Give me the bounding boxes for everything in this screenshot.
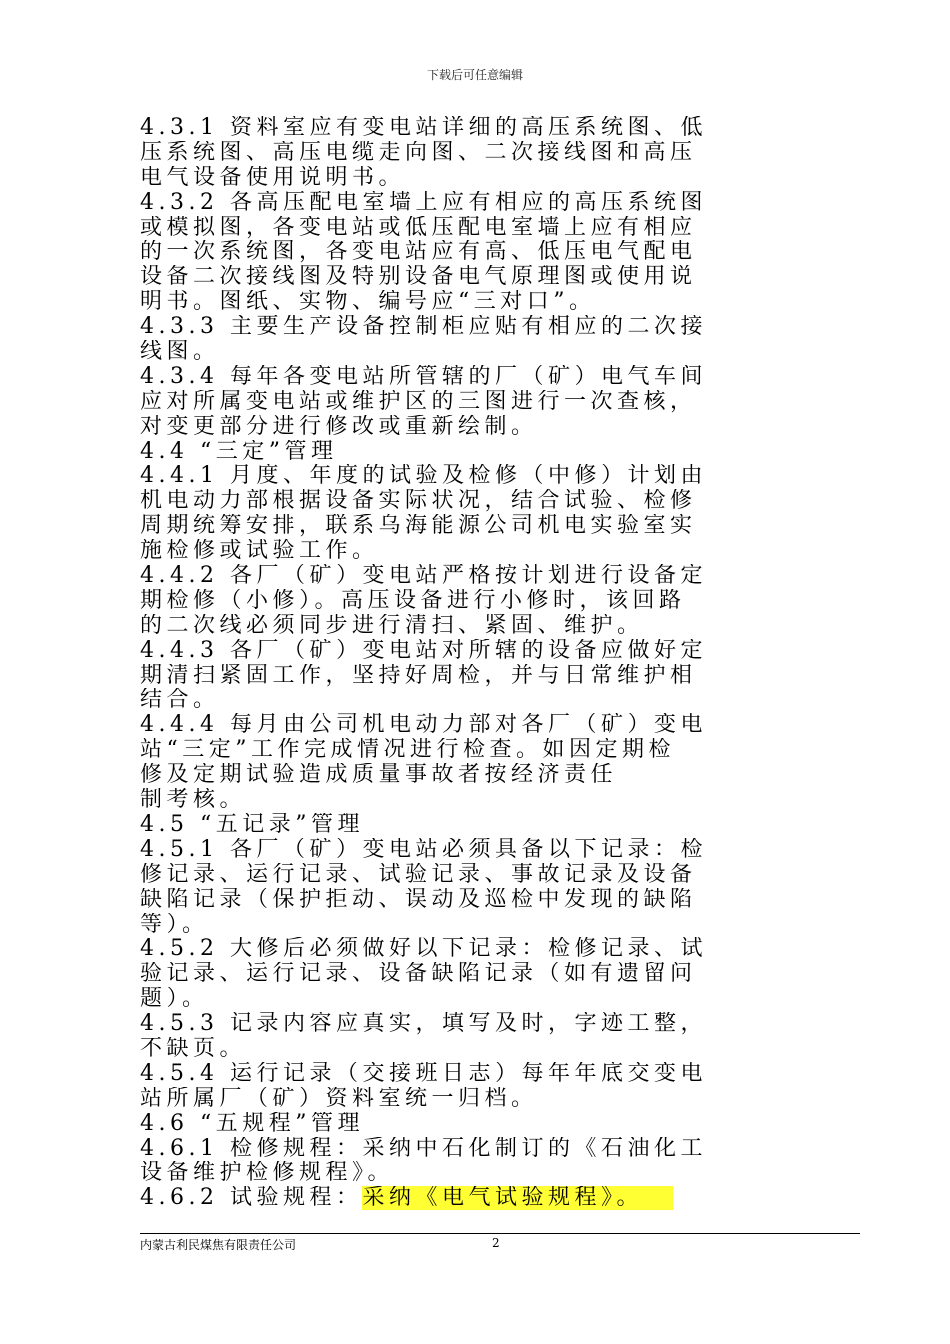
text-line: 电气设备使用说明书。 xyxy=(140,165,406,190)
text-line: 线图。 xyxy=(140,340,220,365)
text-line: 应对所属变电站或维护区的三图进行一次查核， xyxy=(140,389,697,414)
text-line: 设备二次接线图及特别设备电气原理图或使用说 xyxy=(140,265,697,290)
text-line: 结合。 xyxy=(140,688,220,713)
text-line: 站所属厂（矿）资料室统一归档。 xyxy=(140,1086,538,1111)
text-line: 4.5.3 记录内容应真实，填写及时，字迹工整， xyxy=(140,1012,707,1037)
text-line: 4.6.1 检修规程：采纳中石化制订的《石油化工 xyxy=(140,1136,707,1161)
page-number: 2 xyxy=(492,1236,500,1250)
last-text-line xyxy=(140,1186,840,1211)
text-line: 4.3.1 资料室应有变电站详细的高压系统图、低 xyxy=(140,116,707,140)
section-heading: 4.5 “五记录”管理 xyxy=(140,812,364,837)
text-line: 修记录、运行记录、试验记录、事故记录及设备 xyxy=(140,862,697,887)
text-line: 等）。 xyxy=(140,912,209,937)
text-line: 期检修（小修）。高压设备进行小修时，该回路 xyxy=(140,588,686,613)
text-line: 施检修或试验工作。 xyxy=(140,539,379,564)
text-line: 4.3.3 主要生产设备控制柜应贴有相应的二次接 xyxy=(140,315,707,340)
text-line: 期清扫紧固工作，坚持好周检，并与日常维护相 xyxy=(140,663,697,688)
document-body xyxy=(140,116,840,1211)
footer-divider xyxy=(140,1233,860,1234)
text-line: 不缺页。 xyxy=(140,1036,247,1061)
text-line: 4.3.4 每年各变电站所管辖的厂（矿）电气车间 xyxy=(140,364,707,389)
section-heading: 4.6 “五规程”管理 xyxy=(140,1111,364,1136)
text-line: 机电动力部根据设备实际状况，结合试验、检修 xyxy=(140,489,697,514)
text-line: 验记录、运行记录、设备缺陷记录（如有遗留问 xyxy=(140,962,697,987)
text-line: 4.3.2 各高压配电室墙上应有相应的高压系统图 xyxy=(140,190,707,215)
text-line: 4.4.3 各厂（矿）变电站对所辖的设备应做好定 xyxy=(140,638,707,663)
text-line: 4.5.1 各厂（矿）变电站必须具备以下记录：检 xyxy=(140,837,707,862)
page-header: 下载后可任意编辑 xyxy=(426,68,523,82)
footer-company: 内蒙古利民煤焦有限责任公司 xyxy=(140,1238,297,1252)
text-line: 明书。图纸、实物、编号应“三对口”。 xyxy=(140,290,596,315)
text-line: 对变更部分进行修改或重新绘制。 xyxy=(140,414,538,439)
text-line: 4.4.4 每月由公司机电动力部对各厂（矿）变电 xyxy=(140,713,707,738)
text-line: 题）。 xyxy=(140,987,209,1012)
text-line: 缺陷记录（保护拒动、误动及巡检中发现的缺陷 xyxy=(140,887,697,912)
text-line: 4.4.2 各厂（矿）变电站严格按计划进行设备定 xyxy=(140,564,707,589)
highlighted-text: 采纳《电气试验规程》。 xyxy=(362,1186,673,1210)
text-line: 的一次系统图，各变电站应有高、低压电气配电 xyxy=(140,240,697,265)
text-line: 4.5.2 大修后必须做好以下记录：检修记录、试 xyxy=(140,937,707,962)
text-line: 站“三定”工作完成情况进行检查。如因定期检 xyxy=(140,738,675,763)
text-line: 的二次线必须同步进行清扫、紧固、维护。 xyxy=(140,613,644,638)
section-heading: 4.4 “三定”管理 xyxy=(140,439,338,464)
last-line-prefix: 4.6.2 试验规程： xyxy=(140,1186,363,1211)
text-line: 周期统筹安排，联系乌海能源公司机电实验室实 xyxy=(140,514,697,539)
text-line: 设备维护检修规程》。 xyxy=(140,1161,395,1186)
text-line: 或模拟图，各变电站或低压配电室墙上应有相应 xyxy=(140,215,697,240)
text-line: 4.4.1 月度、年度的试验及检修（中修）计划由 xyxy=(140,464,707,489)
text-line: 制考核。 xyxy=(140,788,247,813)
text-line: 修及定期试验造成质量事故者按经济责任 xyxy=(140,763,618,788)
text-line: 压系统图、高压电缆走向图、二次接线图和高压 xyxy=(140,140,697,165)
text-line: 4.5.4 运行记录（交接班日志）每年年底交变电 xyxy=(140,1061,707,1086)
